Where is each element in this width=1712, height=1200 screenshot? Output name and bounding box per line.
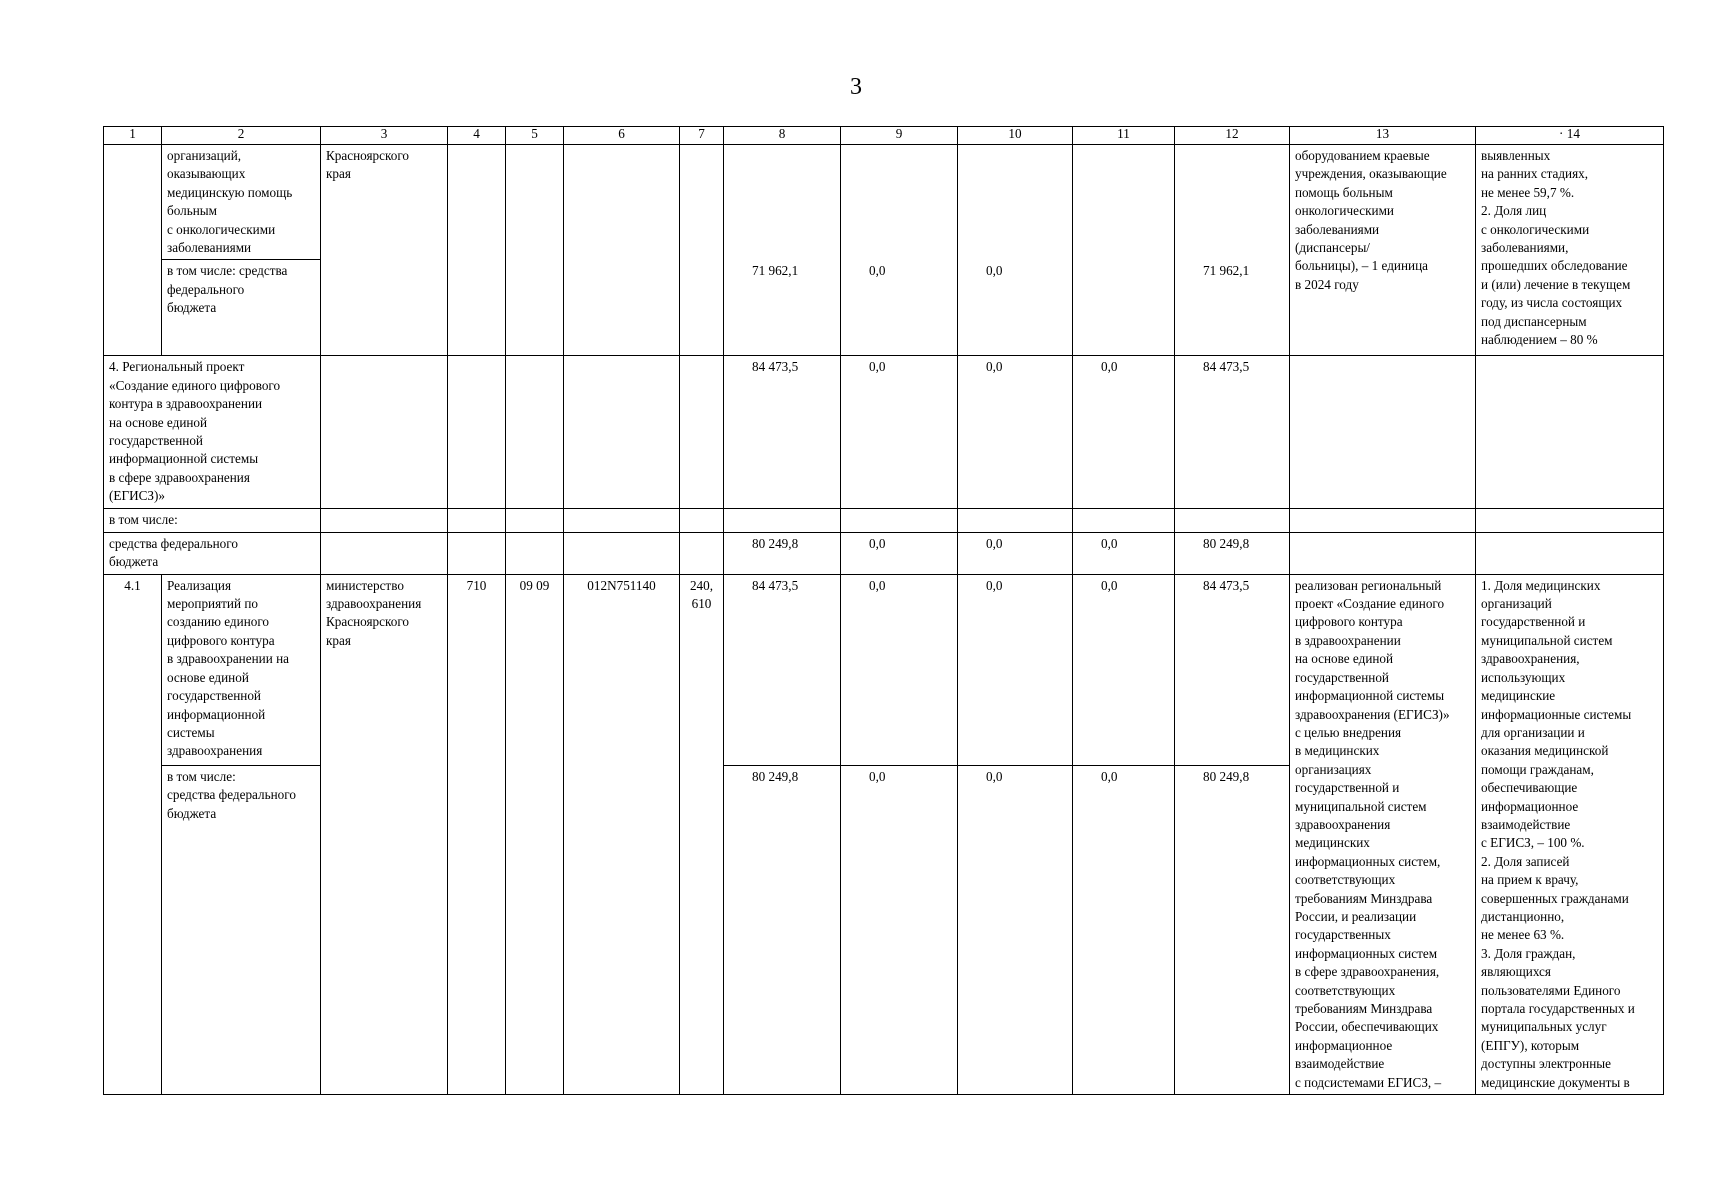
cell-empty xyxy=(564,356,680,509)
col-header-8: 8 xyxy=(724,127,841,145)
cell-empty xyxy=(1290,532,1476,574)
row4-funding: средства федерального бюджета xyxy=(104,532,321,574)
row4-value-10: 0,0 xyxy=(958,532,1073,574)
row5-value-8: 84 473,5 xyxy=(724,574,841,765)
cell-empty xyxy=(564,532,680,574)
col-header-13: 13 xyxy=(1290,127,1476,145)
col-header-14: · 14 xyxy=(1476,127,1664,145)
row2-value-9: 0,0 xyxy=(841,356,958,509)
row2-value-10: 0,0 xyxy=(958,356,1073,509)
cell-empty xyxy=(1290,356,1476,509)
row5b-funding: в том числе: средства федерального бюджета xyxy=(162,766,321,1095)
cell-empty xyxy=(506,356,564,509)
cell-empty xyxy=(1073,145,1175,260)
cell-empty xyxy=(958,145,1073,260)
table-row xyxy=(104,145,1664,260)
row1b-total: 71 962,1 xyxy=(724,260,841,356)
row4-value-8: 80 249,8 xyxy=(724,532,841,574)
col-header-2: 2 xyxy=(162,127,321,145)
table-row xyxy=(104,509,1664,532)
cell-empty xyxy=(448,145,506,356)
row5b-value-12: 80 249,8 xyxy=(1175,766,1290,1095)
row1b-value-12: 71 962,1 xyxy=(1175,260,1290,356)
cell-empty xyxy=(724,145,841,260)
row1b-funding: в том числе: средства федерального бюджета xyxy=(162,260,321,356)
row5-value-11: 0,0 xyxy=(1073,574,1175,765)
cell-empty xyxy=(1476,532,1664,574)
col-header-3: 3 xyxy=(321,127,448,145)
row5-code-5: 09 09 xyxy=(506,574,564,1094)
cell-empty xyxy=(321,356,448,509)
row1-executor: Красноярского края xyxy=(321,145,448,356)
cell-empty xyxy=(680,356,724,509)
row1b-value-10: 0,0 xyxy=(958,260,1073,356)
row2-project: 4. Региональный проект «Создание единого цифрового контура в здравоохранении на основе единой государственной информационной системы в сфере здравоохранения (ЕГИСЗ)» xyxy=(104,356,321,509)
cell-empty xyxy=(1476,356,1664,509)
col-header-1: 1 xyxy=(104,127,162,145)
cell-empty xyxy=(680,145,724,356)
table-row xyxy=(104,574,1664,765)
col-header-11: 11 xyxy=(1073,127,1175,145)
row5b-value-9: 0,0 xyxy=(841,766,958,1095)
cell-empty xyxy=(1073,260,1175,356)
row5-code-4: 710 xyxy=(448,574,506,1094)
cell-empty xyxy=(680,532,724,574)
row5-value-9: 0,0 xyxy=(841,574,958,765)
col-header-9: 9 xyxy=(841,127,958,145)
row2-value-8: 84 473,5 xyxy=(724,356,841,509)
row3-label: в том числе: xyxy=(104,509,321,532)
row5b-value-8: 80 249,8 xyxy=(724,766,841,1095)
row2-value-11: 0,0 xyxy=(1073,356,1175,509)
header-row xyxy=(104,127,1664,145)
col-header-6: 6 xyxy=(564,127,680,145)
row5-value-10: 0,0 xyxy=(958,574,1073,765)
budget-table xyxy=(103,126,1664,1095)
col-header-4: 4 xyxy=(448,127,506,145)
table-row xyxy=(104,532,1664,574)
cell-empty xyxy=(104,145,162,356)
row5-result: реализован региональный проект «Создание единого цифрового контура в здравоохранении на основе единой государственной информационной системы здравоохранения (ЕГИСЗ)» с целью внедрения в медицинских организациях государственной и муниципальной систем здравоохранения медицинских информационных систем, соответствующих требованиям Минздрава России, и реализации государственных информационных систем в сфере здравоохранения, соответствующих требованиям Минздрава России, обеспечивающих информационное взаимодействие с подсистемами ЕГИСЗ, – xyxy=(1290,574,1476,1094)
cell-empty xyxy=(564,145,680,356)
row2-value-12: 84 473,5 xyxy=(1175,356,1290,509)
col-header-10: 10 xyxy=(958,127,1073,145)
col-header-5: 5 xyxy=(506,127,564,145)
cell-empty xyxy=(506,532,564,574)
cell-empty xyxy=(841,145,958,260)
row5-code-6: 012N751140 xyxy=(564,574,680,1094)
cell-empty xyxy=(506,145,564,356)
col-header-12: 12 xyxy=(1175,127,1290,145)
row4-value-11: 0,0 xyxy=(1073,532,1175,574)
cell-empty xyxy=(448,356,506,509)
row1-result: оборудованием краевые учреждения, оказывающие помощь больным онкологическими заболеваниями (диспансеры/ больницы), – 1 единица в 2024 году xyxy=(1290,145,1476,356)
row1-activity: организаций, оказывающих медицинскую помощь больным с онкологическими заболеваниями xyxy=(162,145,321,260)
row5-number: 4.1 xyxy=(104,574,162,1094)
row5-value-12: 84 473,5 xyxy=(1175,574,1290,765)
row5-activity: Реализация мероприятий по созданию единого цифрового контура в здравоохранении на основе единой государственной информационной системы здравоохранения xyxy=(162,574,321,765)
row4-value-12: 80 249,8 xyxy=(1175,532,1290,574)
row5-indicator: 1. Доля медицинских организаций государственной и муниципальной систем здравоохранения, использующих медицинские информационные системы для организации и оказания медицинской помощи гражданам, обеспечивающие информационное взаимодействие с ЕГИСЗ, – 100 %. 2. Доля записей на прием к врачу, совершенных гражданами дистанционно, не менее 63 %. 3. Доля граждан, являющихся пользователями Единого портала государственных и муниципальных услуг (ЕПГУ), которым доступны электронные медицинские документы в xyxy=(1476,574,1664,1094)
cell-empty xyxy=(1175,145,1290,260)
row1-indicator: выявленных на ранних стадиях, не менее 59,7 %. 2. Доля лиц с онкологическими заболеваниями, прошедших обследование и (или) лечение в текущем году, из числа состоящих под диспансерным наблюдением – 80 % xyxy=(1476,145,1664,356)
cell-empty xyxy=(448,532,506,574)
cell-empty xyxy=(321,532,448,574)
row5-executor: министерство здравоохранения Красноярского края xyxy=(321,574,448,1094)
table-row xyxy=(104,356,1664,509)
row1b-value-9: 0,0 xyxy=(841,260,958,356)
row5b-value-10: 0,0 xyxy=(958,766,1073,1095)
row5-code-7: 240, 610 xyxy=(680,574,724,1094)
row4-value-9: 0,0 xyxy=(841,532,958,574)
row5b-value-11: 0,0 xyxy=(1073,766,1175,1095)
page-number: 3 xyxy=(850,74,862,100)
col-header-7: 7 xyxy=(680,127,724,145)
